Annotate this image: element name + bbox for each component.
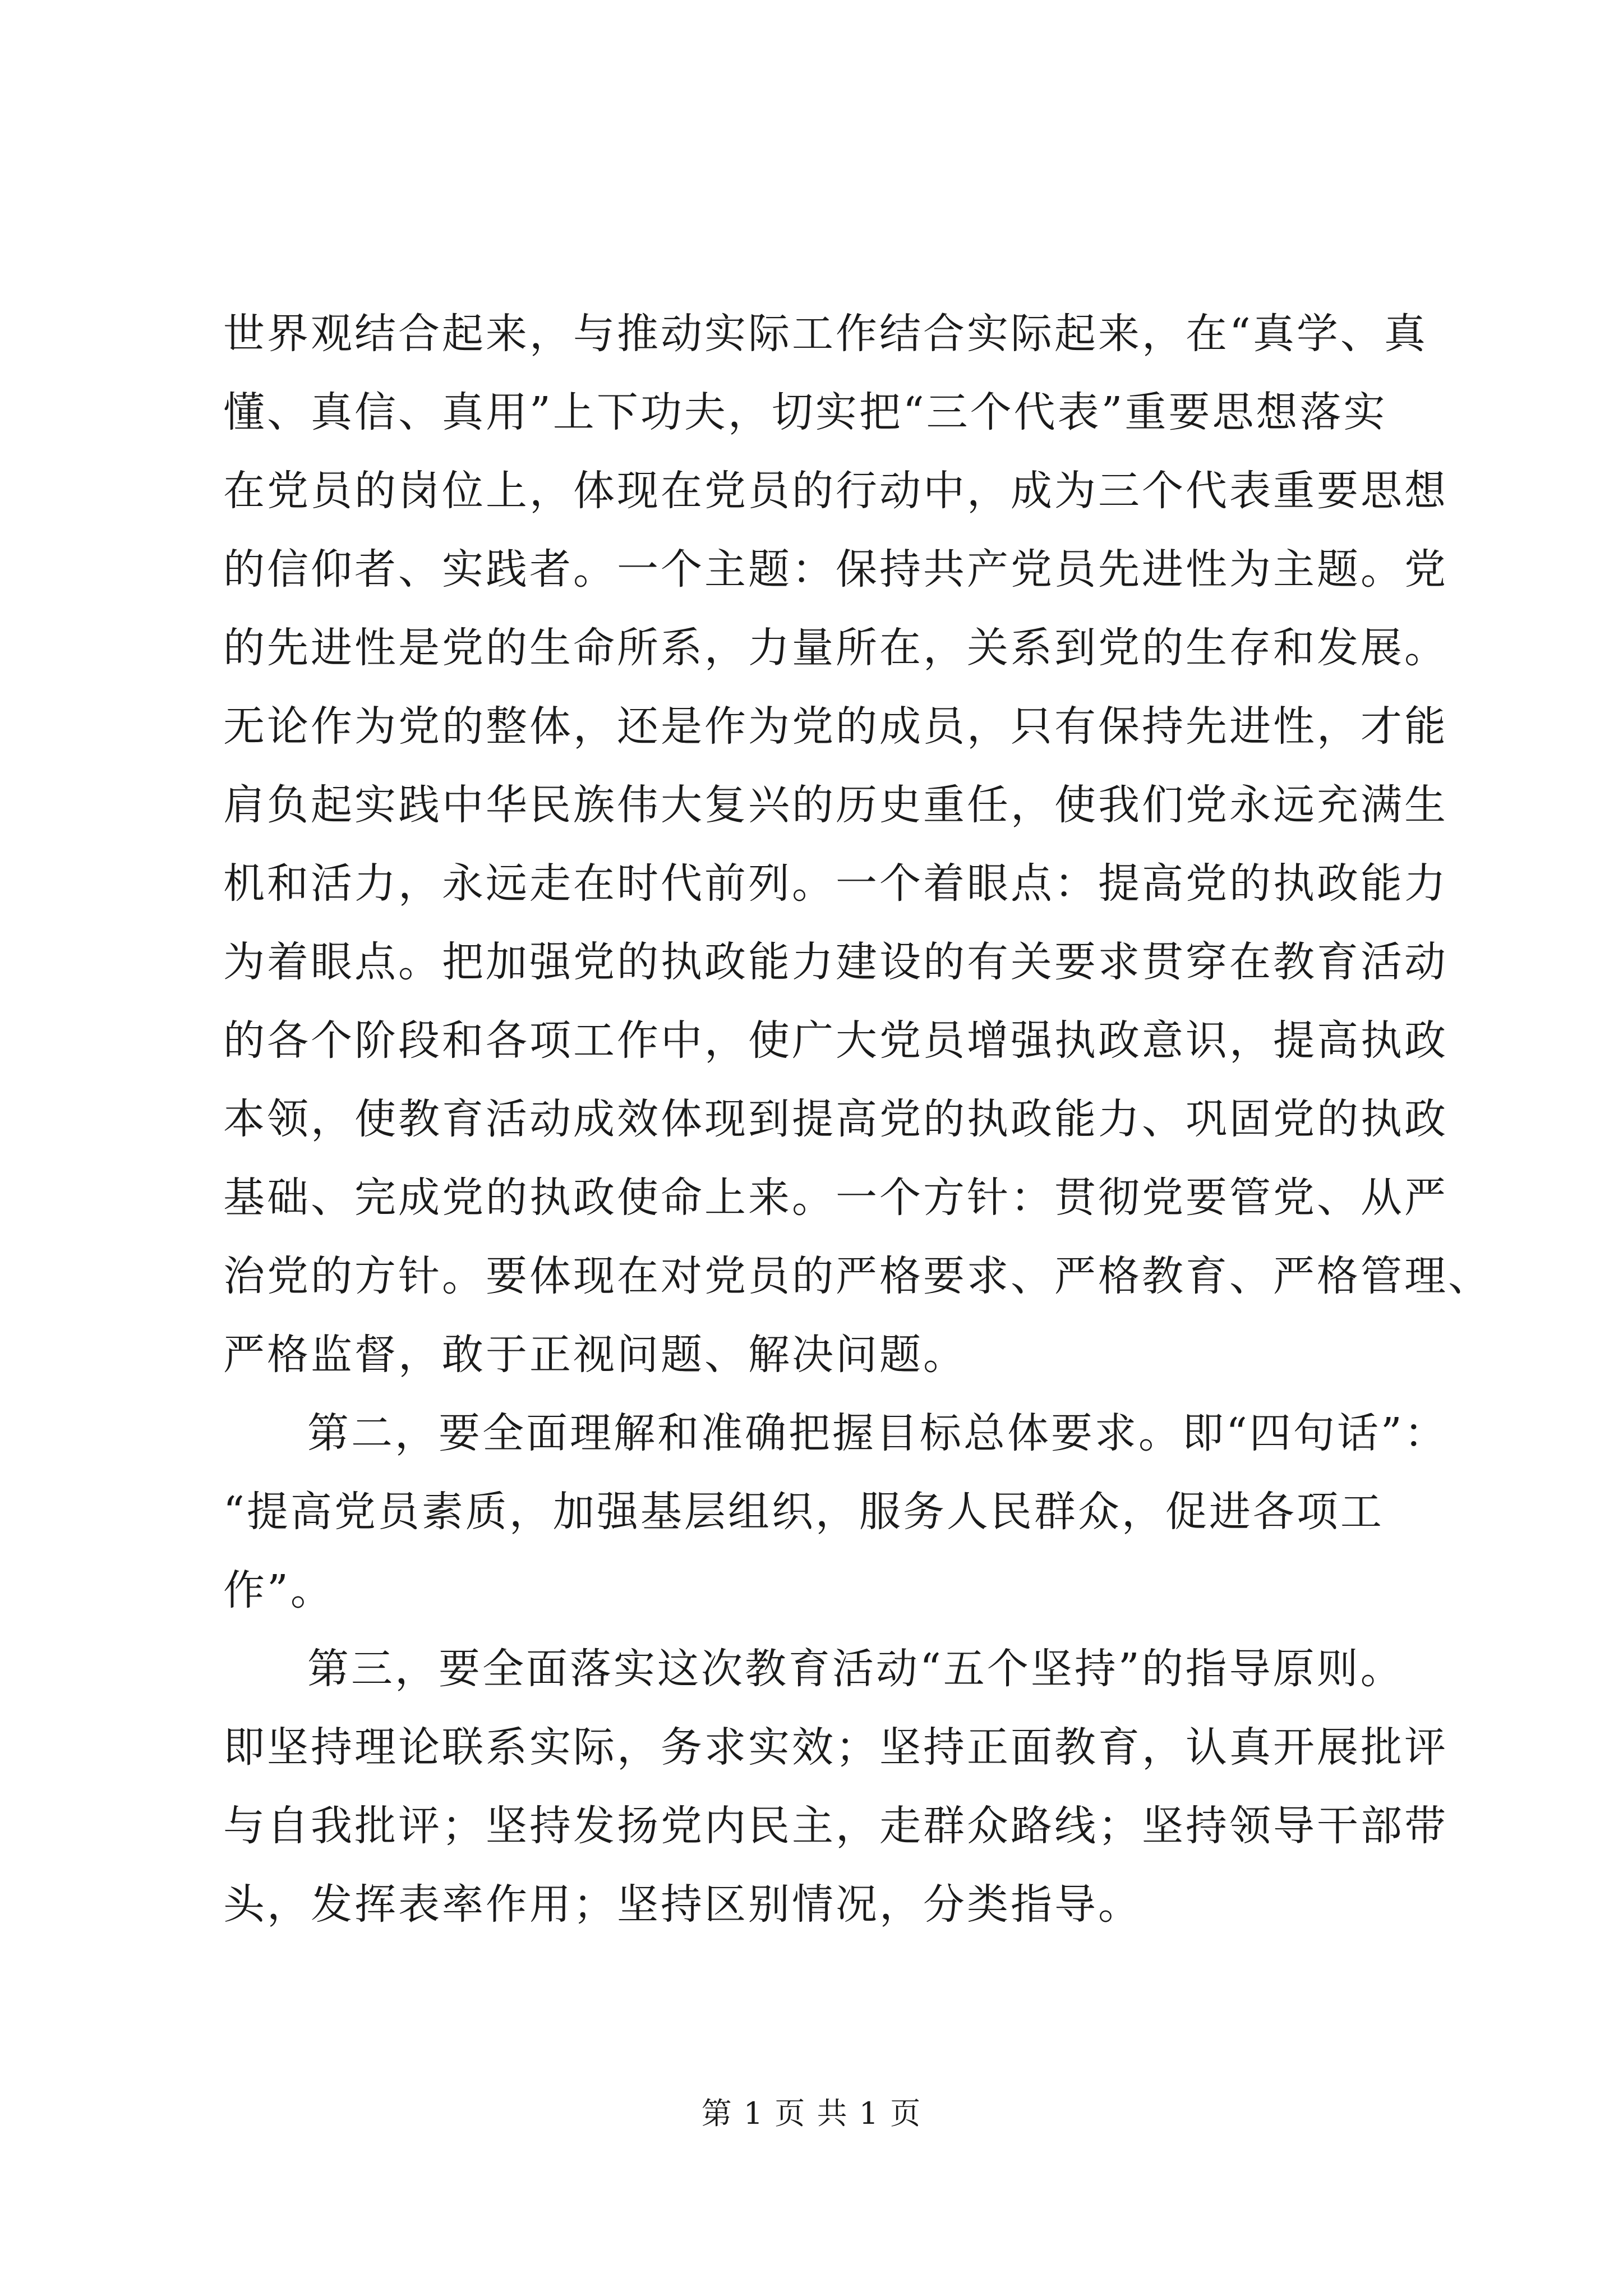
body-line-9: 为着眼点。把加强党的执政能力建设的有关要求贯穿在教育活动: [223, 938, 1448, 986]
body-line-4: 的信仰者、实践者。一个主题：保持共产党员先进性为主题。党: [223, 545, 1448, 593]
body-line-6: 无论作为党的整体，还是作为党的成员，只有保持先进性，才能: [223, 702, 1448, 751]
body-line-8: 机和活力，永远走在时代前列。一个着眼点：提高党的执政能力: [223, 859, 1448, 908]
body-line-1: 世界观结合起来，与推动实际工作结合实际起来，在“真学、真: [223, 310, 1428, 358]
paragraph-3-line-2: 即坚持理论联系实际，务求实效；坚持正面教育，认真开展批评: [223, 1723, 1448, 1772]
body-line-3: 在党员的岗位上，体现在党员的行动中，成为三个代表重要思想: [223, 467, 1448, 515]
paragraph-2-line-2: “提高党员素质，加强基层组织，服务人民群众，促进各项工: [223, 1488, 1384, 1536]
body-line-14: 严格监督，敢于正视问题、解决问题。: [223, 1331, 967, 1379]
paragraph-3-line-1: 第三，要全面落实这次教育活动“五个坚持”的指导原则。: [307, 1645, 1404, 1693]
paragraph-2-line-3: 作”。: [223, 1566, 334, 1614]
body-line-2: 懂、真信、真用”上下功夫，切实把“三个代表”重要思想落实: [223, 388, 1387, 436]
paragraph-2-line-1: 第二，要全面理解和准确把握目标总体要求。即“四句话”：: [307, 1409, 1448, 1457]
body-line-12: 基础、完成党的执政使命上来。一个方针：贯彻党要管党、从严: [223, 1174, 1448, 1222]
body-line-7: 肩负起实践中华民族伟大复兴的历史重任，使我们党永远充满生: [223, 781, 1448, 829]
paragraph-3-line-4: 头，发挥表率作用；坚持区别情况，分类指导。: [223, 1880, 1142, 1929]
document-body: [223, 295, 1492, 1944]
body-line-10: 的各个阶段和各项工作中，使广大党员增强执政意识，提高执政: [223, 1016, 1448, 1065]
body-line-5: 的先进性是党的生命所系，力量所在，关系到党的生存和发展。: [223, 624, 1448, 672]
paragraph-3-line-3: 与自我批评；坚持发扬党内民主，走群众路线；坚持领导干部带: [223, 1802, 1448, 1850]
page-number-footer: 第 1 页 共 1 页: [701, 2096, 922, 2131]
body-line-13: 治党的方针。要体现在对党员的严格要求、严格教育、严格管理、: [223, 1252, 1492, 1300]
body-line-11: 本领，使教育活动成效体现到提高党的执政能力、巩固党的执政: [223, 1095, 1448, 1143]
